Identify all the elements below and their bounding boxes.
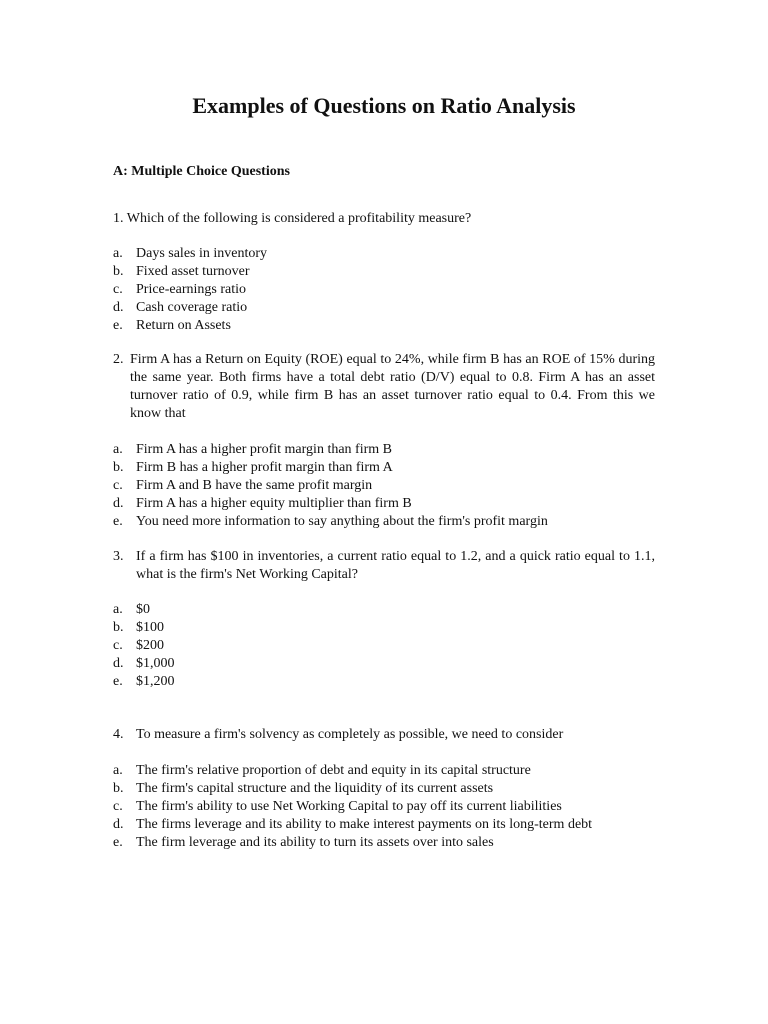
option-text: $200 bbox=[136, 638, 164, 653]
option-text: Cash coverage ratio bbox=[136, 300, 248, 315]
option-text: Days sales in inventory bbox=[136, 246, 268, 261]
option-text: $1,200 bbox=[136, 674, 175, 689]
option-text: The firm's ability to use Net Working Capital to pay off its current liabilities bbox=[136, 799, 562, 814]
option-letter: c. bbox=[113, 282, 123, 297]
option-text: Return on Assets bbox=[136, 318, 231, 333]
option-text: Firm A and B have the same profit margin bbox=[136, 478, 373, 493]
option-letter: c. bbox=[113, 799, 123, 814]
question-1-text: Which of the following is considered a profitability measure? bbox=[126, 211, 472, 226]
option-letter: c. bbox=[113, 638, 123, 653]
option-text: Fixed asset turnover bbox=[136, 264, 250, 279]
option-text: $0 bbox=[136, 602, 150, 617]
option-letter: e. bbox=[113, 318, 123, 333]
section-heading: A: Multiple Choice Questions bbox=[113, 164, 290, 179]
question-1-number: 1. bbox=[113, 211, 124, 226]
option-text: The firm's capital structure and the liquidity of its current assets bbox=[136, 781, 494, 796]
question-1 bbox=[113, 210, 471, 228]
option-letter: a. bbox=[113, 763, 123, 778]
option-text: Firm A has a higher equity multiplier than firm B bbox=[136, 496, 412, 511]
question-4-number: 4. bbox=[113, 727, 124, 742]
option-letter: d. bbox=[113, 300, 124, 315]
option-letter: b. bbox=[113, 264, 124, 279]
option-letter: e. bbox=[113, 835, 123, 850]
option-text: The firms leverage and its ability to make interest payments on its long-term debt bbox=[136, 817, 593, 832]
question-3-text: If a firm has $100 in inventories, a current ratio equal to 1.2, and a quick ratio equal to 1.1, what is the firm's Net Working Capital? bbox=[136, 549, 655, 582]
option-letter: e. bbox=[113, 514, 123, 529]
option-letter: a. bbox=[113, 602, 123, 617]
option-letter: c. bbox=[113, 478, 123, 493]
option-letter: d. bbox=[113, 656, 124, 671]
question-2-number: 2. bbox=[113, 352, 124, 367]
question-2-text: Firm A has a Return on Equity (ROE) equal to 24%, while firm B has an ROE of 15% during the same year. Both firms have a total debt ratio (D/V) equal to 0.8. Firm A has an asset turnover ratio of 0.9, while firm B has an asset turnover ratio equal to 0.4. From this we know that bbox=[130, 352, 655, 421]
option-text: Firm B has a higher profit margin than firm A bbox=[136, 460, 393, 475]
option-text: The firm's relative proportion of debt and equity in its capital structure bbox=[136, 763, 531, 778]
option-letter: b. bbox=[113, 781, 124, 796]
option-text: $100 bbox=[136, 620, 164, 635]
option-letter: a. bbox=[113, 442, 123, 457]
option-letter: e. bbox=[113, 674, 123, 689]
option-letter: d. bbox=[113, 496, 124, 511]
option-letter: a. bbox=[113, 246, 123, 261]
option-letter: d. bbox=[113, 817, 124, 832]
option-letter: b. bbox=[113, 460, 124, 475]
question-4-text: To measure a firm's solvency as completely as possible, we need to consider bbox=[136, 727, 564, 742]
option-text: $1,000 bbox=[136, 656, 175, 671]
document-title: Examples of Questions on Ratio Analysis bbox=[192, 93, 576, 118]
option-text: Price-earnings ratio bbox=[136, 282, 247, 297]
option-letter: b. bbox=[113, 620, 124, 635]
option-text: Firm A has a higher profit margin than firm B bbox=[136, 442, 392, 457]
option-text: The firm leverage and its ability to turn its assets over into sales bbox=[136, 835, 494, 850]
option-text: You need more information to say anything about the firm's profit margin bbox=[136, 514, 548, 529]
question-3-number: 3. bbox=[113, 549, 124, 564]
